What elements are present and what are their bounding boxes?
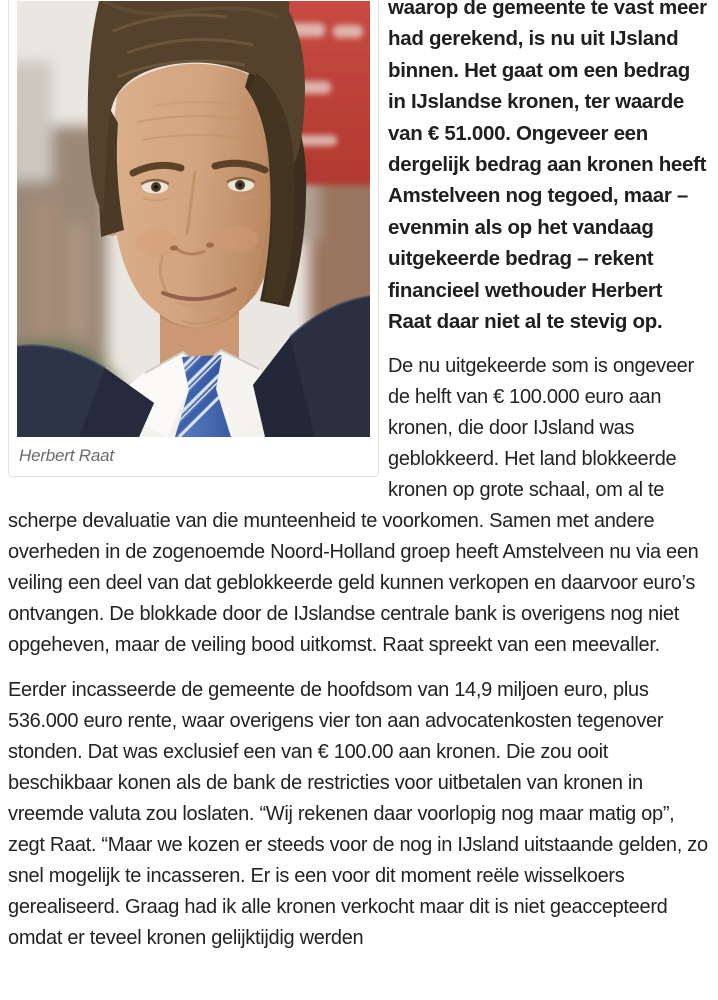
lead-paragraph: waarop de gemeente te vast meer had gerekend, is nu uit IJsland binnen. Het gaat om een bedrag in IJslandse kronen, ter waarde van € 51.000. Ongeveer een dergelijk bedrag aan kronen heeft Amstelveen nog tegoed, maar – evenmin als op het vandaag uitgekeerde bedrag – rekent financieel wethouder Herbert Raat daar niet al te stevig op. — [388, 0, 707, 334]
herbert-raat-photo — [17, 1, 370, 437]
photo-caption: Herbert Raat — [19, 446, 114, 465]
article-figure — [8, 0, 379, 477]
body-paragraph-1: De nu uitgekeerde som is ongeveer de helft van € 100.000 euro aan kronen, die door IJsland was geblokkeerd. Het land blokkeerde kronen op grote schaal, om al te scherpe devaluatie van die munteenheid te voorkomen. Samen met andere overheden in de zogenoemde Noord-Holland groep heeft Amstelveen nu via een veiling een deel van dat geblokkeerde geld kunnen verkopen en daarvoor euro’s ontvangen. De blokkade door de IJslandse centrale bank is overigens nog niet opgeheven, maar de veiling bood uitkomst. Raat spreekt van een meevaller. — [8, 355, 699, 657]
body-paragraph-2: Eerder incasseerde de gemeente de hoofdsom van 14,9 miljoen euro, plus 536.000 euro rente, waar overigens vier ton aan advocatenkosten tegenover stonden. Dat was exclusief een van € 100.00 aan kronen. Die zou ooit beschikbaar konen als de bank de restricties voor uitbetalen van kronen in vreemde valuta zou loslaten. “Wij rekenen daar voorlopig nog maar matig op”, zegt Raat. “Maar we kozen er steeds voor de nog in IJsland uitstaande gelden, zo snel mogelijk te incasseren. Er is een voor dit moment reële wisselkoers gerealiseerd. Graag had ik alle kronen verkocht maar dit is niet geaccepteerd omdat er teveel kronen gelijktijdig werden — [8, 679, 708, 950]
